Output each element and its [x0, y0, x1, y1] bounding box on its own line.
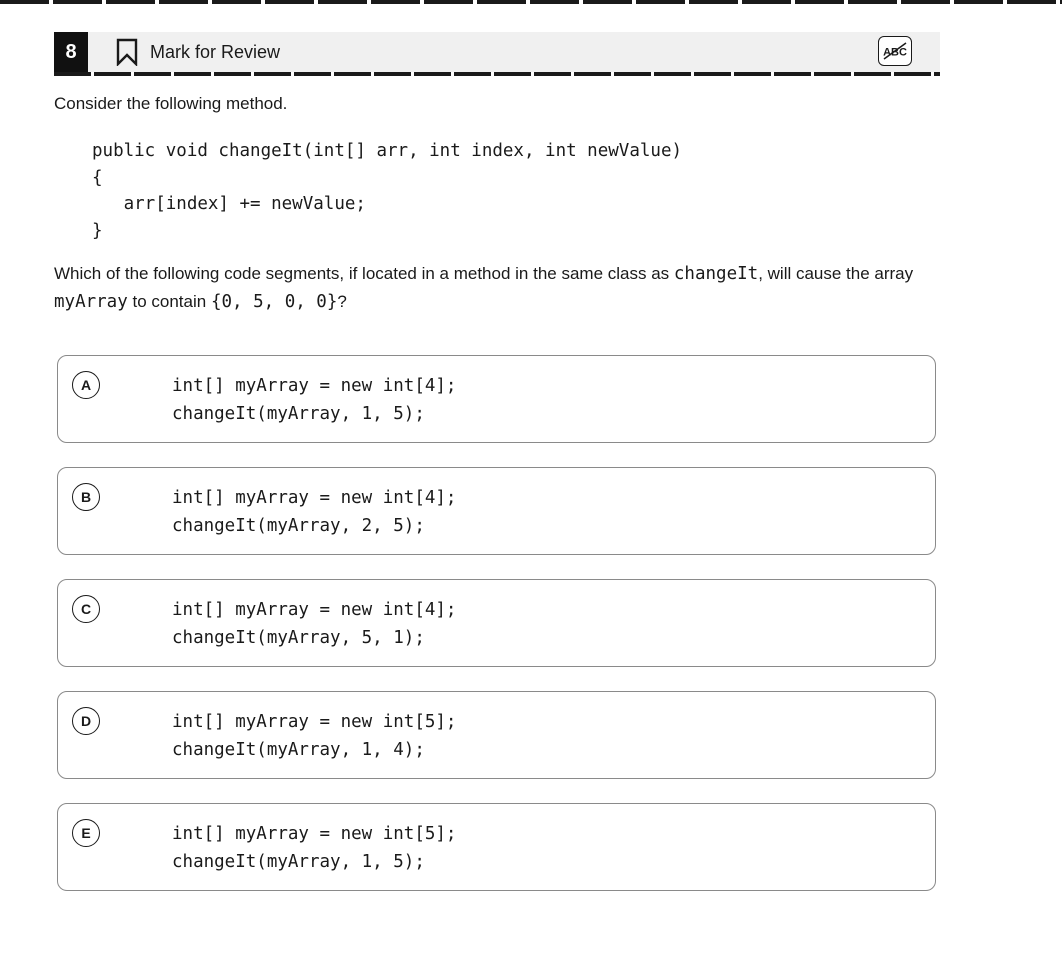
abc-eliminator-button[interactable] — [878, 36, 912, 66]
question-prompt — [54, 260, 954, 316]
prompt-code-method: changeIt — [673, 264, 759, 284]
prompt-text: , will cause the array — [758, 264, 914, 283]
mark-for-review-button[interactable] — [116, 32, 280, 72]
option-letter-badge: A — [72, 371, 100, 399]
mark-for-review-label: Mark for Review — [150, 41, 281, 62]
prompt-text: ? — [337, 292, 347, 311]
bookmark-icon — [116, 38, 138, 66]
prompt-code-array: myArray — [54, 292, 128, 312]
answer-option-d[interactable] — [57, 691, 936, 779]
answer-option-e[interactable] — [57, 803, 936, 891]
answer-option-b[interactable] — [57, 467, 936, 555]
abc-strikethrough-icon — [881, 40, 909, 62]
option-letter-badge: E — [72, 819, 100, 847]
prompt-text: Which of the following code segments, if located in a method in the same class as — [54, 264, 674, 283]
answer-option-c[interactable] — [57, 579, 936, 667]
answer-option-a[interactable] — [57, 355, 936, 443]
option-letter-badge: D — [72, 707, 100, 735]
option-code: int[] myArray = new int[5]; changeIt(myArray, 1, 4); — [172, 712, 457, 760]
option-code: int[] myArray = new int[4]; changeIt(myArray, 1, 5); — [172, 376, 457, 424]
option-letter-badge: B — [72, 483, 100, 511]
abc-tool-label: ABC — [883, 46, 907, 59]
option-letter-badge: C — [72, 595, 100, 623]
question-header — [54, 32, 940, 72]
prompt-code-values: {0, 5, 0, 0} — [210, 292, 338, 312]
option-code: int[] myArray = new int[5]; changeIt(myArray, 1, 5); — [172, 824, 457, 872]
option-code: int[] myArray = new int[4]; changeIt(myArray, 2, 5); — [172, 488, 457, 536]
method-code: public void changeIt(int[] arr, int index, int newValue) { arr[index] += newValue; } — [92, 141, 683, 241]
top-divider — [0, 0, 1062, 4]
option-code: int[] myArray = new int[4]; changeIt(myArray, 5, 1); — [172, 600, 457, 648]
header-divider — [54, 72, 940, 76]
prompt-text: to contain — [127, 292, 211, 311]
question-intro: Consider the following method. — [54, 94, 288, 113]
question-number: 8 — [54, 32, 88, 72]
